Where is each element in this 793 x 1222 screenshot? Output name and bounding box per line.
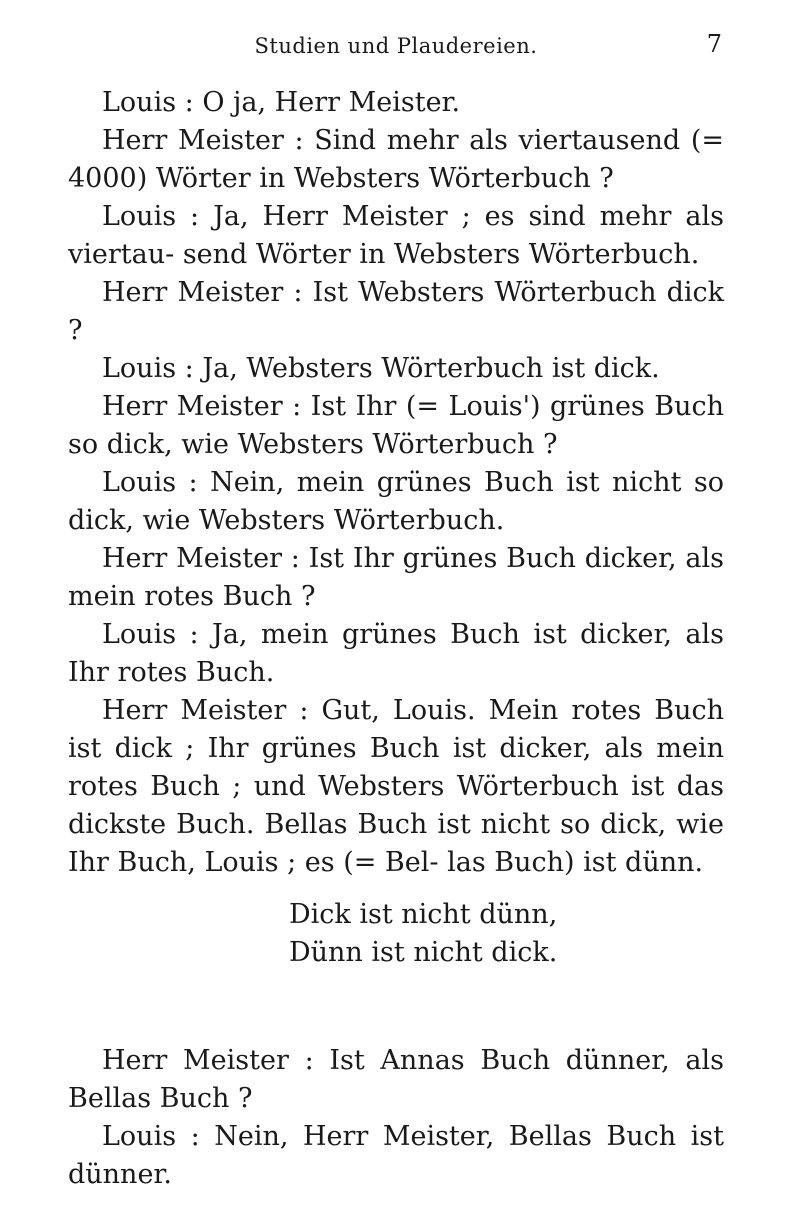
dialogue-line: Herr Meister : Sind mehr als viertausend (= 4000) Wörter in Websters Wörterbuch ? <box>68 125 724 194</box>
dialogue-line: Herr Meister : Ist Ihr (= Louis') grünes Buch so dick, wie Websters Wörterbuch ? <box>68 391 724 460</box>
page-header <box>66 30 726 66</box>
dialogue-line: Herr Meister : Ist Annas Buch dünner, als Bellas Buch ? <box>68 1045 724 1114</box>
running-title: Studien und Plaudereien. <box>254 34 538 58</box>
verse-line: Dünn ist nicht dick. <box>289 937 558 968</box>
verse-line: Dick ist nicht dünn, <box>289 899 558 930</box>
page-number: 7 <box>706 30 722 58</box>
page-body <box>68 84 724 1194</box>
dialogue-line: Herr Meister : Gut, Louis. Mein rotes Buch ist dick ; Ihr grünes Buch ist dicker, als mein rotes Buch ; und Websters Wörterbuch ist das dickste Buch. Bellas Buch ist nicht so dick, wie Ihr Buch, Louis ; es (= Bel- las Buch) ist dünn. <box>68 695 724 878</box>
dialogue-line: Herr Meister : Ist Websters Wörterbuch dick ? <box>68 277 724 346</box>
dialogue-line: Louis : Ja, Websters Wörterbuch ist dick. <box>102 353 660 384</box>
dialogue-line: Louis : Nein, Herr Meister, Bellas Buch ist dünner. <box>68 1121 724 1190</box>
dialogue-line: Herr Meister : Ist Ihr grünes Buch dicker, als mein rotes Buch ? <box>68 543 724 612</box>
dialogue-line: Louis : Ja, Herr Meister ; es sind mehr als viertau- send Wörter in Websters Wörterbuch. <box>68 201 724 270</box>
dialogue-line: Louis : O ja, Herr Meister. <box>102 87 461 118</box>
dialogue-line: Louis : Ja, mein grünes Buch ist dicker, als Ihr rotes Buch. <box>68 619 724 688</box>
dialogue-line: Louis : Nein, mein grünes Buch ist nicht so dick, wie Websters Wörterbuch. <box>68 467 724 536</box>
verse-block <box>68 896 724 972</box>
section-gap <box>68 972 724 1042</box>
